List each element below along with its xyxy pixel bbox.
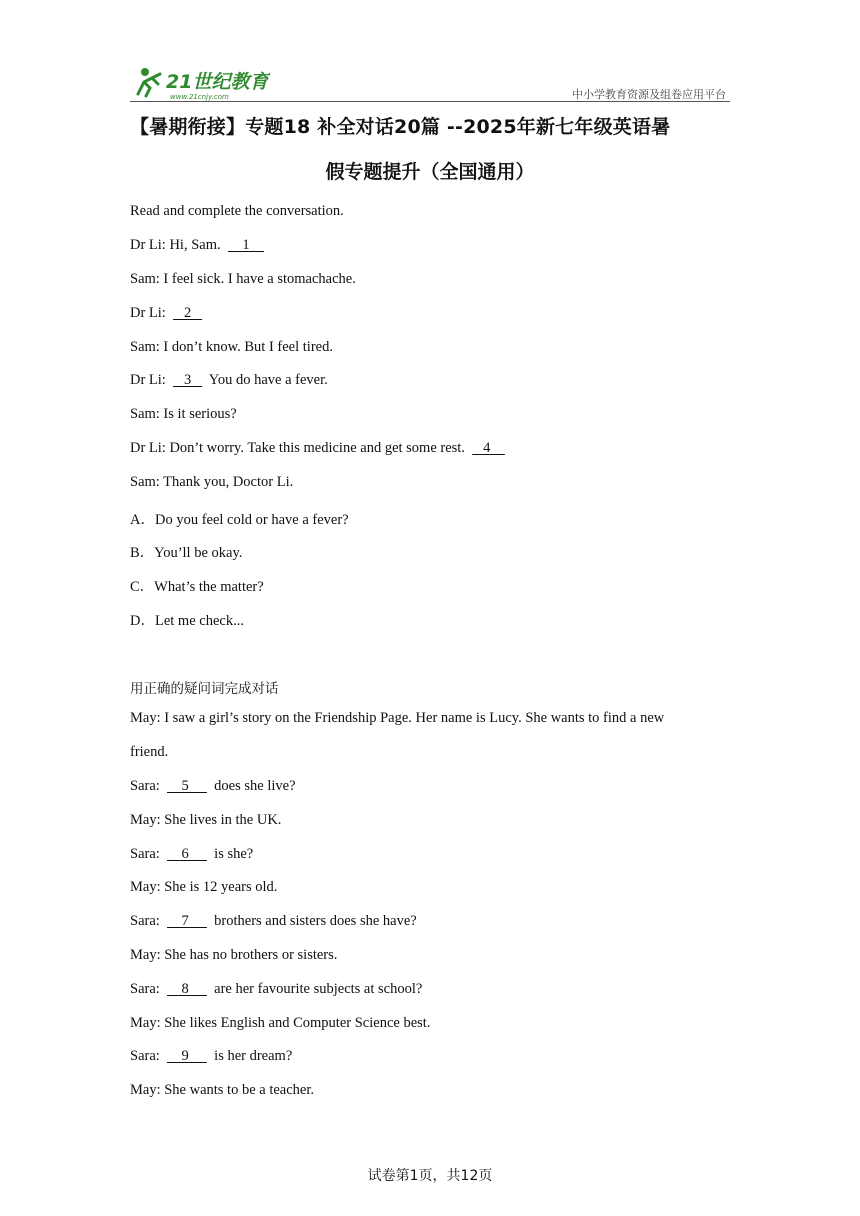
runner-logo-icon <box>130 64 270 102</box>
blank-6: 6 <box>167 846 207 862</box>
page-number: 试卷第1页，共12页 <box>367 1168 493 1184</box>
dialogue-line <box>130 1048 292 1065</box>
blank-4: 4 <box>472 440 505 456</box>
speaker-text: Sara: <box>130 778 168 794</box>
speaker-text: Sara: <box>130 846 168 862</box>
dialogue-line: Sam: I feel sick. I have a stomachache. <box>130 271 356 287</box>
blank-8: 8 <box>167 981 207 997</box>
blank-3: 3 <box>173 372 203 388</box>
blank-2: 2 <box>173 305 203 321</box>
speaker-text: Dr Li: Hi, Sam. <box>130 237 228 253</box>
blank-1: 1 <box>227 237 265 253</box>
dialogue-line: May: She is 12 years old. <box>130 879 278 895</box>
dialogue-line: May: She lives in the UK. <box>130 812 282 828</box>
speaker-text: Dr Li: Don’t worry. Take this medicine and get some rest. <box>130 440 473 456</box>
blank-9: 9 <box>167 1048 207 1064</box>
document-title-line1: 【暑期衔接】专题18 补全对话20篇 --2025年新七年级英语暑 <box>130 116 671 138</box>
speaker-text: Dr Li: <box>130 372 174 388</box>
dialogue-text: You do have a fever. <box>202 372 328 388</box>
dialogue-line <box>130 372 328 389</box>
dialogue-line: Sam: Thank you, Doctor Li. <box>130 474 294 490</box>
dialogue-text: is she? <box>206 846 254 862</box>
blank-7: 7 <box>167 913 207 929</box>
section1-instruction: Read and complete the conversation. <box>130 203 344 219</box>
option-a: A．Do you feel cold or have a fever? <box>130 512 349 528</box>
logo-text: 21世纪教育 <box>166 71 269 93</box>
option-c: C．What’s the matter? <box>130 579 264 595</box>
platform-name: 中小学教育资源及组卷应用平台 <box>572 88 726 101</box>
dialogue-line <box>130 981 422 998</box>
page-header <box>130 62 730 102</box>
dialogue-line: Sam: I don’t know. But I feel tired. <box>130 339 333 355</box>
dialogue-line <box>130 237 264 254</box>
logo-url: www.21cnjy.com <box>170 93 229 101</box>
dialogue-line <box>130 440 505 457</box>
dialogue-line: May: She has no brothers or sisters. <box>130 947 338 963</box>
dialogue-line: Sam: Is it serious? <box>130 406 237 422</box>
dialogue-text: is her dream? <box>206 1048 293 1064</box>
document-title-line2: 假专题提升（全国通用） <box>325 161 535 183</box>
speaker-text: Sara: <box>130 913 168 929</box>
blank-5: 5 <box>167 778 207 794</box>
dialogue-line: friend. <box>130 744 169 760</box>
dialogue-line: May: She wants to be a teacher. <box>130 1082 315 1098</box>
header-divider <box>130 101 730 102</box>
section2-instruction: 用正确的疑问词完成对话 <box>130 681 279 697</box>
dialogue-line <box>130 778 296 795</box>
dialogue-text: does she live? <box>206 778 296 794</box>
dialogue-line: May: She likes English and Computer Science best. <box>130 1015 431 1031</box>
speaker-text: Sara: <box>130 1048 168 1064</box>
dialogue-line <box>130 913 417 930</box>
site-logo <box>130 64 270 102</box>
dialogue-line <box>130 846 253 863</box>
speaker-text: Sara: <box>130 981 168 997</box>
option-d: D．Let me check... <box>130 613 244 629</box>
dialogue-text: brothers and sisters does she have? <box>206 913 417 929</box>
dialogue-line: May: I saw a girl’s story on the Friendship Page. Her name is Lucy. She wants to find a new <box>130 710 665 726</box>
dialogue-line <box>130 305 202 322</box>
speaker-text: Dr Li: <box>130 305 174 321</box>
dialogue-text: are her favourite subjects at school? <box>206 981 423 997</box>
option-b: B．You’ll be okay. <box>130 545 243 561</box>
